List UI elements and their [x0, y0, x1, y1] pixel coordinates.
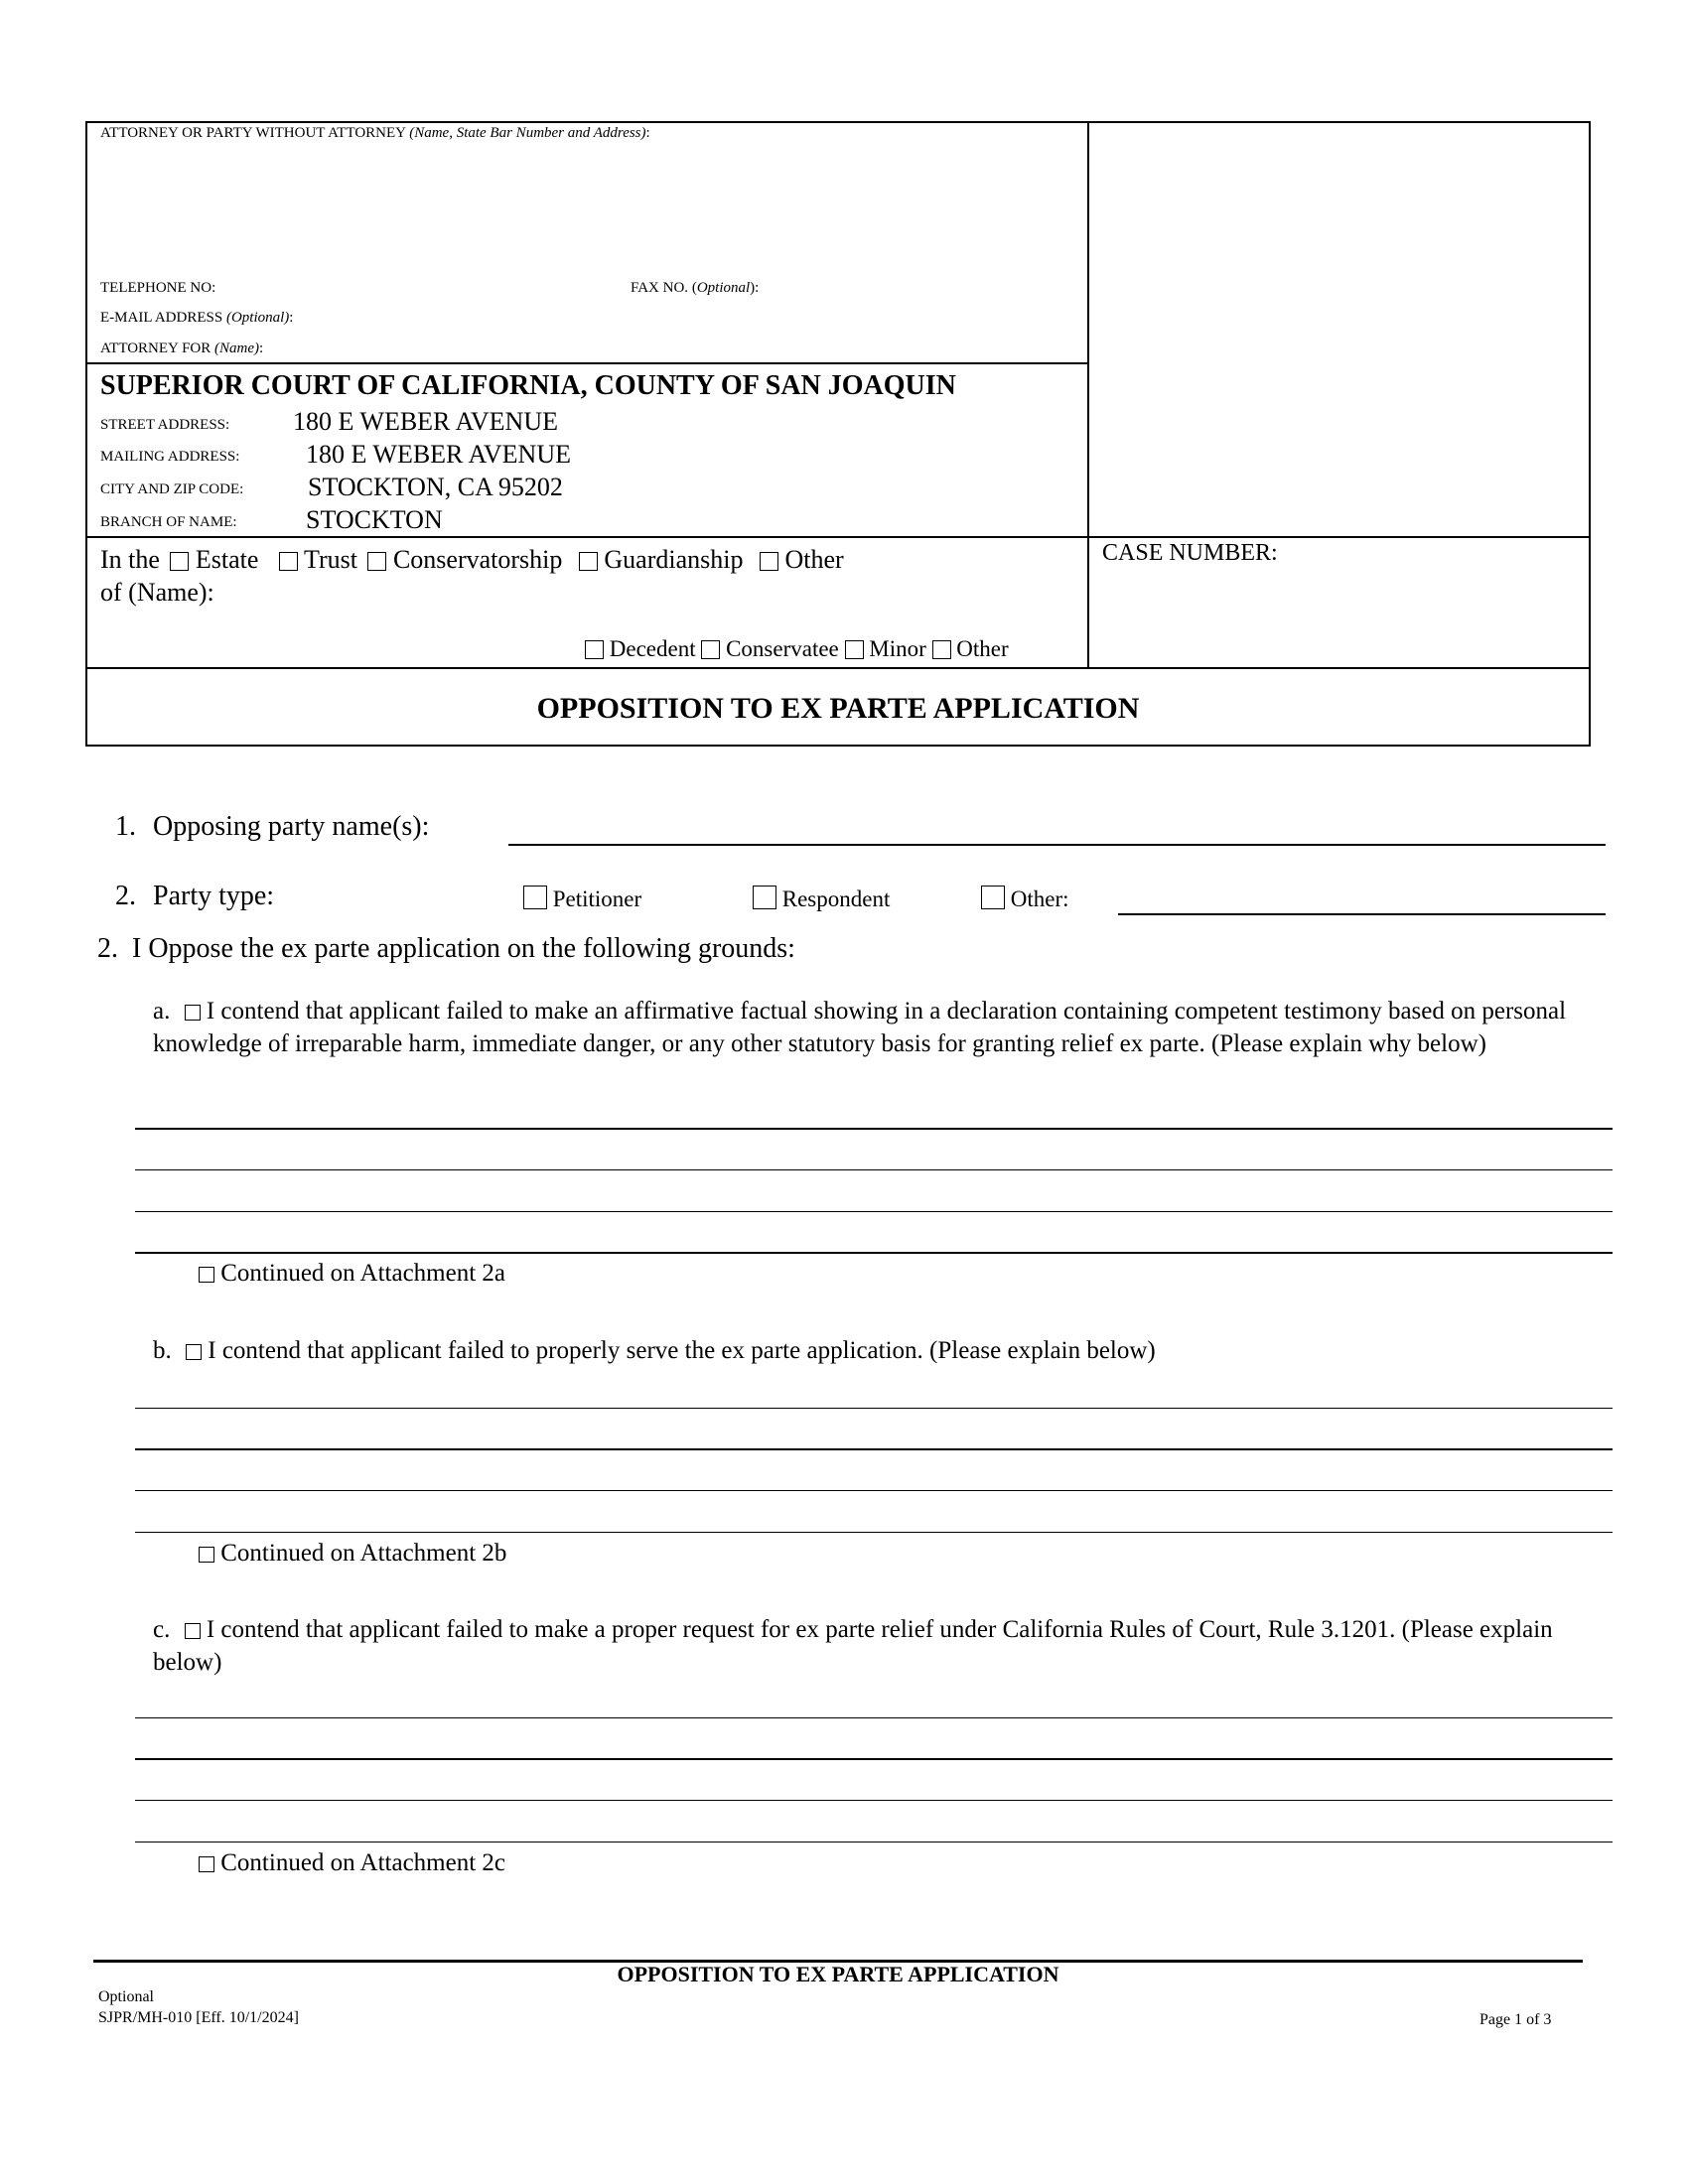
mailing-address-value: 180 E WEBER AVENUE [306, 440, 571, 469]
ground-b-checkbox[interactable] [186, 1344, 202, 1360]
petitioner-option [523, 886, 641, 912]
ground-c-line-4[interactable] [135, 1842, 1613, 1843]
estate-label: Estate [195, 545, 259, 574]
grounds-heading: 2. I Oppose the ex parte application on the following grounds: [97, 933, 795, 964]
other-case-checkbox[interactable] [760, 552, 778, 571]
ground-c-text [153, 1613, 1593, 1679]
branch-label: BRANCH OF NAME: [100, 514, 237, 530]
trust-label: Trust [303, 545, 357, 574]
other-type-checkbox[interactable] [981, 886, 1005, 909]
ground-b-continued-checkbox[interactable] [199, 1547, 214, 1563]
ground-a-continued-checkbox[interactable] [199, 1267, 214, 1283]
street-address-value: 180 E WEBER AVENUE [293, 407, 558, 436]
item2-label: Party type: [153, 881, 275, 911]
ground-c-continued [199, 1846, 505, 1879]
ground-c-continued-label: Continued on Attachment 2c [220, 1849, 506, 1876]
guardianship-label: Guardianship [604, 545, 744, 574]
other-type-option [981, 886, 1069, 912]
item2-number: 2. [115, 881, 136, 911]
conservatee-checkbox[interactable] [701, 640, 720, 659]
city-zip-label: CITY AND ZIP CODE: [100, 481, 244, 497]
party-role-row [585, 636, 1009, 662]
ground-c-line-1[interactable] [135, 1717, 1613, 1718]
ground-a-line-4[interactable] [135, 1252, 1613, 1254]
ground-b-line-2[interactable] [135, 1448, 1613, 1450]
other-case-label: Other [784, 545, 844, 574]
other-type-label: Other: [1010, 887, 1069, 911]
footer-optional: Optional [98, 1988, 154, 2005]
ground-c-letter: c. [153, 1616, 171, 1643]
court-section-divider [85, 536, 1591, 538]
ground-a-letter: a. [153, 998, 171, 1024]
footer-form-id: SJPR/MH-010 [Eff. 10/1/2024] [98, 2009, 299, 2026]
ground-b-continued-label: Continued on Attachment 2b [220, 1540, 507, 1567]
respondent-label: Respondent [781, 887, 891, 911]
conservatorship-checkbox[interactable] [367, 552, 386, 571]
email-label: E-MAIL ADDRESS (Optional): [100, 310, 294, 326]
form-title: OPPOSITION TO EX PARTE APPLICATION [536, 692, 1140, 725]
conservatee-label: Conservatee [726, 636, 839, 661]
in-the-label: In the [100, 545, 160, 574]
conservatorship-label: Conservatorship [392, 545, 563, 574]
ground-b-continued [199, 1537, 506, 1570]
caption-vertical-divider [1087, 121, 1089, 667]
ground-a-continued [199, 1257, 505, 1290]
footer-page-number: Page 1 of 3 [1479, 2011, 1552, 2028]
ground-c-description: I contend that applicant failed to make a proper request for ex parte relief under California Rules of Court, Rule 3.1201. (Please explain below) [153, 1616, 1553, 1676]
ground-b-line-1[interactable] [135, 1408, 1613, 1409]
ground-b-letter: b. [153, 1337, 172, 1364]
branch-value: STOCKTON [306, 505, 443, 534]
other-type-field[interactable] [1118, 913, 1606, 915]
case-type-row [100, 545, 844, 575]
ground-b-description: I contend that applicant failed to properly serve the ex parte application. (Please explain below) [208, 1337, 1156, 1364]
decedent-label: Decedent [609, 636, 696, 661]
attorney-label: ATTORNEY OR PARTY WITHOUT ATTORNEY (Name, State Bar Number and Address): [100, 125, 650, 141]
attorney-for-label: ATTORNEY FOR (Name): [100, 341, 264, 356]
ground-b-text [153, 1334, 1593, 1367]
ground-b-line-3[interactable] [135, 1490, 1613, 1491]
of-name-label: of (Name): [100, 578, 214, 607]
case-number-label: CASE NUMBER: [1102, 540, 1278, 566]
item1-label: Opposing party name(s): [153, 811, 430, 842]
respondent-option [753, 886, 890, 912]
fax-label: FAX NO. (Optional): [631, 280, 760, 296]
ground-a-line-2[interactable] [135, 1169, 1613, 1170]
respondent-checkbox[interactable] [753, 886, 776, 909]
telephone-label: TELEPHONE NO: [100, 280, 216, 296]
ground-c-line-3[interactable] [135, 1800, 1613, 1801]
ground-a-description: I contend that applicant failed to make an affirmative factual showing in a declaration containing competent testimony based on personal knowledge of irreparable harm, immediate danger, or any other statutory basis for granting relief ex parte. (Please explain why below) [153, 998, 1567, 1057]
ground-c-checkbox[interactable] [185, 1623, 201, 1639]
footer-title: OPPOSITION TO EX PARTE APPLICATION [617, 1962, 1059, 1986]
guardianship-checkbox[interactable] [579, 552, 598, 571]
ground-a-line-1[interactable] [135, 1128, 1613, 1130]
ground-a-line-3[interactable] [135, 1211, 1613, 1212]
attorney-section-divider [85, 362, 1089, 364]
title-section-divider [85, 667, 1591, 669]
petitioner-checkbox[interactable] [523, 886, 547, 909]
decedent-checkbox[interactable] [585, 640, 604, 659]
ground-b-line-4[interactable] [135, 1532, 1613, 1533]
estate-checkbox[interactable] [170, 552, 189, 571]
street-address-label: STREET ADDRESS: [100, 417, 230, 433]
court-title: SUPERIOR COURT OF CALIFORNIA, COUNTY OF SAN JOAQUIN [100, 370, 956, 401]
petitioner-label: Petitioner [552, 887, 642, 911]
ground-c-continued-checkbox[interactable] [199, 1856, 214, 1872]
city-zip-value: STOCKTON, CA 95202 [308, 473, 563, 501]
opposing-party-name-field[interactable] [508, 844, 1606, 846]
trust-checkbox[interactable] [279, 552, 298, 571]
minor-checkbox[interactable] [845, 640, 864, 659]
ground-a-checkbox[interactable] [185, 1005, 201, 1021]
minor-label: Minor [869, 636, 926, 661]
item1-number: 1. [115, 811, 136, 842]
other-role-label: Other [956, 636, 1009, 661]
ground-c-line-2[interactable] [135, 1758, 1613, 1760]
ground-a-continued-label: Continued on Attachment 2a [220, 1260, 506, 1287]
mailing-address-label: MAILING ADDRESS: [100, 449, 240, 465]
ground-a-text [153, 995, 1593, 1060]
other-role-checkbox[interactable] [932, 640, 951, 659]
